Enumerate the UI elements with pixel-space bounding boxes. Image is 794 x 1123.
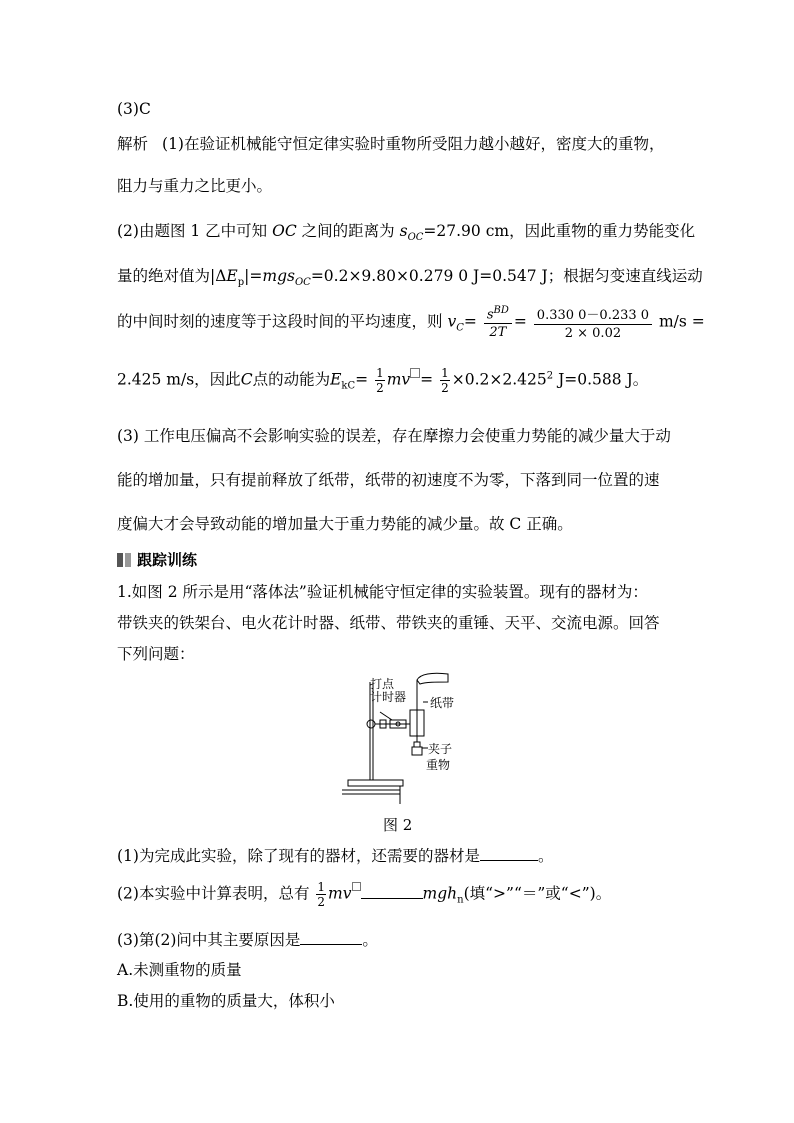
- q1-part3-end: 。: [362, 931, 378, 949]
- p2-sub: p: [237, 277, 245, 289]
- q1-part2-text: (2)本实验中计算表明，总有: [117, 884, 310, 903]
- fraction-sbd-2t: [484, 305, 512, 340]
- option-a: A.未测重物的质量: [117, 961, 242, 979]
- q1-mgh: mgh: [422, 884, 458, 903]
- analysis-p1-text-a: (1)在验证机械能守恒定律实验时重物所受阻力越小越好，密度大的重物，: [162, 135, 665, 153]
- p2-c: C: [240, 370, 253, 389]
- q1-part3-text: (3)第(2)问中其主要原因是: [117, 931, 301, 949]
- p2-text: 量的绝对值为|Δ: [117, 267, 227, 285]
- p2-mgs: mgs: [262, 267, 295, 285]
- section-marker-icon: [117, 553, 123, 567]
- analysis-p2-line2: [117, 264, 703, 288]
- frac-num: 0.330 0－0.233 0: [534, 304, 652, 325]
- p2-v: v: [447, 312, 457, 331]
- question1-part1: [117, 844, 553, 866]
- apparatus-figure: [340, 672, 480, 811]
- p2-eq: =: [463, 312, 477, 331]
- answer-line: (3)C: [117, 100, 151, 118]
- p2-text: 点的动能为: [252, 370, 331, 389]
- label-timer: [370, 678, 406, 704]
- label-clip: 夹子: [428, 742, 453, 756]
- p2-mv: mv: [386, 370, 411, 389]
- q1-part1-text: (1)为完成此实验，除了现有的器材，还需要的器材是: [117, 847, 480, 865]
- p2-text: =27.90 cm，因此重物的重力势能变化: [423, 222, 696, 240]
- p2-text: ×0.2×2.425: [451, 370, 547, 389]
- section-heading: [117, 549, 197, 570]
- analysis-p2-line4: [117, 366, 648, 395]
- p2-text: 2.425 m/s，因此: [117, 370, 241, 389]
- frac-den: 2: [441, 381, 449, 395]
- label-timer-1: 打点: [370, 677, 395, 691]
- q1-part1-end: 。: [537, 847, 554, 865]
- p2-eq: =: [513, 312, 527, 331]
- label-tape: 纸带: [430, 696, 455, 710]
- p2-sub: kC: [341, 380, 356, 392]
- q1-sub: n: [457, 894, 464, 906]
- p2-text: =0.2×9.80×0.279 0 J=0.547 J；根据匀变速直线运动: [310, 267, 703, 285]
- question1-line1: 1.如图 2 所示是用“落体法”验证机械能守恒定律的实验装置。现有的器材为：: [117, 583, 648, 601]
- p2-eq: =: [355, 370, 369, 389]
- answer-blank[interactable]: [480, 860, 538, 861]
- p2-unit: m/s =: [658, 312, 705, 331]
- p2-sup: 2: [546, 370, 554, 382]
- fraction-numeric: [534, 304, 652, 341]
- question1-part2: [117, 880, 611, 909]
- question1-line2: 带铁夹的铁架台、电火花计时器、纸带、带铁夹的重锤、天平、交流电源。回答: [117, 614, 660, 632]
- question1-part3: [117, 928, 378, 950]
- p2-text: J=0.588 J。: [558, 370, 649, 389]
- frac-num: 1: [441, 366, 449, 380]
- answer-blank[interactable]: [361, 898, 423, 899]
- p2-eq: =: [420, 370, 434, 389]
- figure-caption: 图 2: [383, 816, 413, 834]
- p2-sub: OC: [407, 232, 424, 244]
- q1-part2-text-b: (填“>”“＝”或“<”)。: [463, 884, 612, 903]
- p2-s: s: [399, 222, 408, 240]
- p2-text: |=: [244, 267, 263, 285]
- fraction-half-q: [316, 880, 326, 909]
- option-b: B.使用的重物的质量大，体积小: [117, 992, 335, 1010]
- analysis-p1-line1: [117, 132, 664, 154]
- question1-line3: 下列问题：: [117, 645, 195, 663]
- frac-den: 2: [376, 381, 384, 395]
- analysis-p3-line2: 能的增加量，只有提前释放了纸带，纸带的初速度不为零，下落到同一位置的速: [117, 471, 660, 489]
- fraction-half-2: [440, 366, 450, 395]
- p2-text: (2)由题图 1 乙中可知: [117, 222, 268, 240]
- section-marker-icon: [125, 553, 131, 567]
- analysis-p3-line1: (3) 工作电压偏高不会影响实验的误差，存在摩擦力会使重力势能的减少量大于动: [117, 427, 671, 445]
- formula-artifact-icon: [352, 882, 361, 891]
- label-timer-2: 计时器: [370, 690, 407, 704]
- analysis-p2-line1: [117, 219, 695, 243]
- frac-den: 2T: [489, 325, 507, 341]
- p2-E: E: [330, 370, 342, 389]
- p2-oc: OC: [272, 222, 297, 240]
- p2-E: E: [226, 267, 238, 285]
- p2-text: 之间的距离为: [301, 222, 395, 240]
- frac-den: 2: [317, 895, 326, 909]
- fraction-half: [375, 366, 385, 395]
- apparatus-diagram: [340, 672, 480, 807]
- frac-num: 1: [317, 880, 326, 894]
- frac-num: s: [486, 307, 494, 323]
- analysis-p3-line3: 度偏大才会导致动能的增加量大于重力势能的减少量。故 C 正确。: [117, 515, 573, 533]
- analysis-p1-line2: 阻力与重力之比更小。: [117, 177, 273, 195]
- analysis-p2-line3: [117, 304, 705, 341]
- frac-den: 2 × 0.02: [564, 326, 622, 341]
- analysis-label: 解析: [117, 135, 149, 153]
- frac-num: 1: [376, 366, 384, 380]
- p2-sub: C: [456, 322, 464, 334]
- frac-sup: BD: [493, 304, 509, 316]
- label-weight: 重物: [426, 758, 451, 772]
- p2-text: 的中间时刻的速度等于这段时间的平均速度，则: [117, 312, 443, 331]
- p2-sub: OC: [294, 277, 311, 289]
- q1-mv: mv: [328, 884, 352, 903]
- section-title: 跟踪训练: [137, 551, 198, 569]
- formula-artifact-icon: [410, 368, 420, 378]
- answer-blank[interactable]: [300, 944, 362, 945]
